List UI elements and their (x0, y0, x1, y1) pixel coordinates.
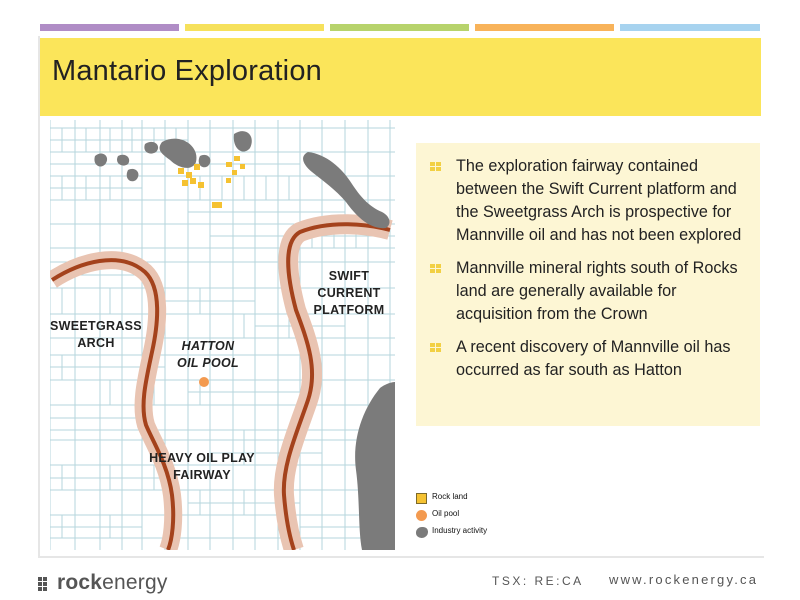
bullet-text: A recent discovery of Mannville oil has occurred as far south as Hatton (456, 338, 731, 379)
swift-current-label-line1: SWIFT (328, 269, 370, 283)
legend-label: Rock land (432, 492, 468, 501)
swift-current-platform-label (306, 268, 392, 319)
top-accent-bars (40, 24, 760, 31)
bullet-text: The exploration fairway contained between the Swift Current platform and the Sweetgrass Arch is prospective for Mannville oil and has not been explored (456, 157, 742, 244)
swift-current-label-line3: PLATFORM (313, 303, 385, 317)
company-logo (38, 571, 168, 595)
legend-label: Industry activity (432, 526, 488, 535)
accent-bar-purple (40, 24, 179, 31)
title-band (40, 38, 761, 116)
swift-current-label-line2: CURRENT (317, 286, 381, 300)
hatton-oil-pool-label (168, 338, 248, 372)
heavy-oil-label-line2: FAIRWAY (173, 468, 231, 482)
bullet-square-icon (430, 264, 441, 273)
exploration-map (50, 120, 395, 550)
bullet-text: Mannville mineral rights south of Rocks land are generally available for acquisition from the Crown (456, 259, 738, 323)
hatton-oil-pool-dot (199, 377, 209, 387)
sweetgrass-arch-label-line1: SWEETGRASS (50, 319, 142, 333)
sweetgrass-arch-label-line2: ARCH (77, 336, 115, 350)
bullet-item (430, 155, 750, 247)
sweetgrass-arch-label (50, 318, 142, 352)
legend-label: Oil pool (432, 509, 460, 518)
accent-bar-yellow (185, 24, 324, 31)
hatton-oil-pool-label-line2: OIL POOL (177, 356, 239, 370)
bullet-item (430, 336, 750, 382)
bullet-list (416, 143, 760, 426)
accent-bar-blue (620, 24, 760, 31)
bullet-square-icon (430, 162, 441, 171)
hatton-oil-pool-label-line1: HATTON (181, 339, 235, 353)
logo-text-bold: rock (57, 571, 103, 594)
oil-pool-dot-icon (416, 510, 427, 521)
logo-text-regular: energy (102, 571, 168, 594)
logo-grid-icon (38, 577, 51, 590)
bullet-square-icon (430, 343, 441, 352)
heavy-oil-label-line1: HEAVY OIL PLAY (149, 451, 255, 465)
heavy-oil-play-fairway-label (146, 450, 258, 484)
rock-land-swatch-icon (416, 493, 427, 504)
bullet-item (430, 257, 750, 326)
website-text: www.rockenergy.ca (609, 572, 759, 587)
stock-ticker: TSX: RE:CA (492, 574, 584, 588)
slide-title: Mantario Exploration (52, 55, 322, 87)
accent-bar-orange (475, 24, 614, 31)
accent-bar-green (330, 24, 469, 31)
